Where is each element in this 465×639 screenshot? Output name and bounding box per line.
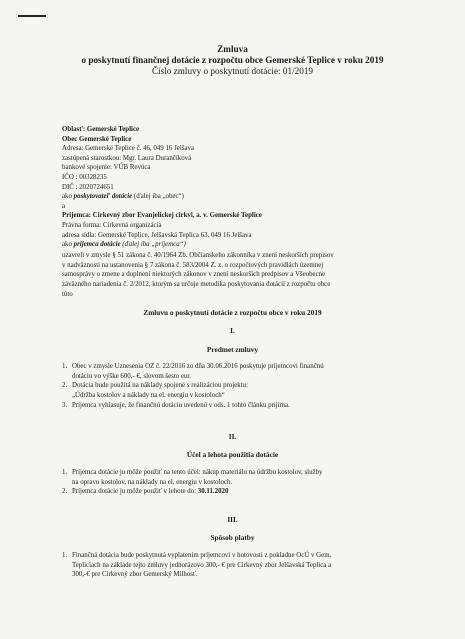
item-number: 2. xyxy=(62,382,68,390)
provider-address: Adresa: Gemerské Teplice č. 46, 049 16 Jelšava xyxy=(62,145,194,153)
provider-role xyxy=(62,192,442,202)
recipient-role xyxy=(62,240,442,250)
provider-bank: bankové spojenie: VÚB Revúca xyxy=(62,164,151,172)
list-item xyxy=(62,487,442,497)
provider-name: Obec Gemerské Teplice xyxy=(62,135,132,143)
contract-number: Číslo zmluvy o poskytnutí dotácie: 01/2019 xyxy=(151,66,314,77)
section-title: Predmet zmluvy xyxy=(206,345,259,354)
item-text: Finančná dotácia bude poskytnutá vyplatením príjemcovi v hotovosti z pokladne OcÚ v Gem. xyxy=(72,552,332,559)
provider-dic: DIČ : 2020724651 xyxy=(62,183,114,191)
intro-line: uzavreli v zmysle § 51 zákona č. 40/1964 Zb. Občianskeho zákonníka v znení neskorších prepisov xyxy=(62,252,334,259)
provider-role-label: poskytovateľ dotácie xyxy=(73,193,133,201)
item-text: Príjemca dotácie ju môže použiť na tento účel: nákup materiálu na údržbu kostolov, služby xyxy=(72,469,323,476)
recipient-role-pre: ako xyxy=(62,241,74,249)
item-number: 2. xyxy=(62,488,68,496)
item-text: Príjemca vyhlasuje, že finančnú dotáciu uvedenú v ods. 1 tohto článku prijíma. xyxy=(72,401,290,409)
intro-line: samosprávy o zmene a doplnení niektorých zákonov v znení neskorších predpisov a Všeobecne xyxy=(62,271,326,279)
intro-line: túto xyxy=(62,290,73,298)
section-list xyxy=(62,362,442,411)
item-text: Tepliciach na základe tejto zmluvy jednorázovo 300,- € pre Cirkevný zbor Jelšavská Teplica a xyxy=(72,561,332,569)
item-text: dotáciu vo výške 600,- €, slovom šesto eur. xyxy=(72,372,192,380)
item-text: na opravu kostolov, na náklady na el. energiu v kostoloch. xyxy=(72,478,233,486)
item-number: 1. xyxy=(62,552,68,559)
document-subtitle: o poskytnutí finančnej dotácie z rozpočtu obce Gemerské Teplice v roku 2019 xyxy=(81,55,384,66)
section-number: III. xyxy=(227,515,238,524)
item-number: 3. xyxy=(62,401,68,409)
top-dash-mark xyxy=(18,15,46,17)
provider-representative: zastúpená starostkou: Mgr. Laura Durančíková xyxy=(62,154,192,162)
list-item xyxy=(62,551,442,561)
section-title: Účel a lehota použitia dotácie xyxy=(186,450,279,459)
item-number: 1. xyxy=(62,469,68,476)
item-text: 300,-€ pre Cirkevný zbor Gemerský Milhosť. xyxy=(72,571,198,579)
list-item xyxy=(62,468,442,478)
main-heading: Zmluvu o poskytnutí dotácie z rozpočtu obce v roku 2019 xyxy=(143,308,322,317)
section-title: Spôsob platby xyxy=(210,533,255,542)
recipient-legal-form: Právna forma: Cirkevná organizácia xyxy=(62,221,162,229)
provider-role-post: (ďalej iba „obec“) xyxy=(132,193,184,201)
provider-region: Oblasť: Gemerské Teplice xyxy=(62,126,140,133)
recipient-role-post: (ďalej iba „príjemca“) xyxy=(120,241,186,249)
and-separator: a xyxy=(62,202,66,210)
item-number: 1. xyxy=(62,363,68,370)
section-list xyxy=(62,468,442,497)
intro-line: v nadväznosti na ustanovenia § 7 zákona č. 583/2004 Z. z. o rozpočtových pravidlách územnej xyxy=(62,261,324,269)
provider-ico: IČO : 00328235 xyxy=(62,173,107,181)
recipient-role-label: prijemca dotácie xyxy=(73,241,121,249)
section-list xyxy=(62,551,442,580)
intro-line: záväzného nariadenia č. 2/2012, ktorým sa určuje metodika poskytovania dotácií z rozpočtu obce xyxy=(62,281,331,289)
item-text: Obec v zmysle Uznesenia OZ č. 22/2016 zo dňa 30.06.2016 poskytuje príjemcovi finančnú xyxy=(72,363,324,370)
list-item xyxy=(62,381,442,391)
intro-paragraph xyxy=(62,251,432,300)
recipient-address: adresa sídla: Gemerské Teplice, Jelšavská Teplica 63, 049 16 Jelšava xyxy=(62,231,252,239)
section-number: I. xyxy=(230,326,235,335)
title-block xyxy=(0,44,465,78)
item-text: Dotácia bude použitá na náklady spojené s realizáciou projektu: xyxy=(72,382,249,390)
item-text: „Údržba kostolov a náklady na el. energiu v kostoloch“ xyxy=(72,392,225,400)
document-title: Zmluva xyxy=(217,44,248,54)
provider-role-pre: ako xyxy=(62,193,74,201)
section-number: II. xyxy=(228,432,237,441)
parties-block xyxy=(62,125,442,250)
item-text: Príjemca dotácie ju môže použiť v lehote do: xyxy=(72,488,198,496)
recipient-name: Prijemca: Cirkevný zbor Evanjelickej cirkvi, a. v. Gemerské Teplice xyxy=(62,212,262,220)
list-item xyxy=(62,401,442,411)
deadline-date: 30.11.2020 xyxy=(197,488,229,496)
list-item xyxy=(62,362,442,372)
